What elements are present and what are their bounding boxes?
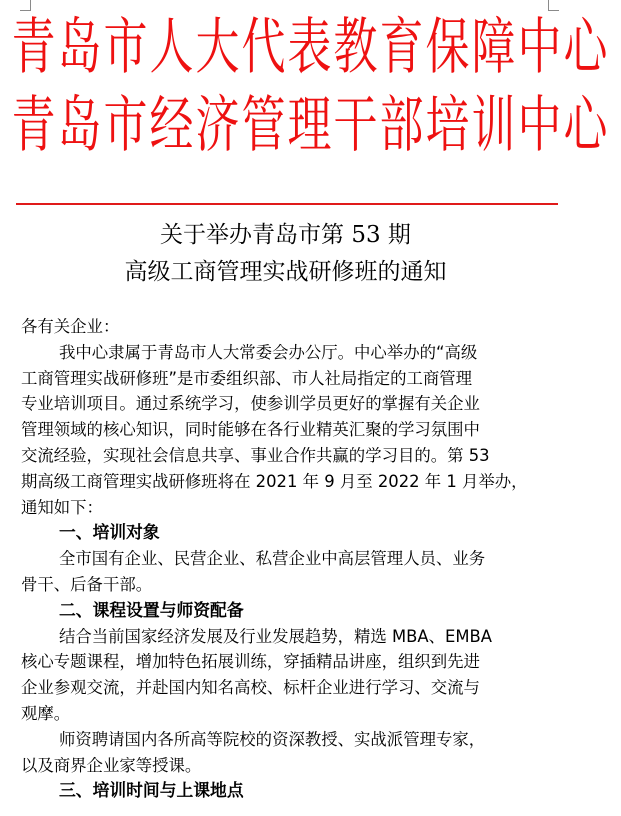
notice-title-line-1: 关于举办青岛市第 53 期 — [160, 222, 411, 248]
letterhead-red-rule — [16, 203, 558, 205]
notice-title-line-2: 高级工商管理实战研修班的通知 — [124, 259, 447, 285]
salutation: 各有关企业： — [21, 317, 120, 336]
section-heading-3: 三、培训时间与上课地点 — [59, 780, 244, 801]
page-corner-mark-right — [548, 0, 559, 11]
letterhead-line-2: 青岛市经济管理干部培训中心 — [11, 90, 610, 161]
notice-body — [21, 314, 566, 804]
intro-line: 管理领域的核心知识，同时能够在各行业精英汇聚的学习氛围中 — [21, 420, 480, 440]
section2-para2-line: 师资聘请国内各所高等院校的资深教授、实战派管理专家， — [59, 729, 486, 749]
section1-line: 全市国有企业、民营企业、私营企业中高层管理人员、业务 — [59, 549, 486, 569]
section-heading-1: 一、培训对象 — [59, 522, 160, 543]
letterhead-line-1: 青岛市人大代表教育保障中心 — [11, 12, 610, 83]
section2-para1-line: 观摩。 — [21, 703, 71, 723]
intro-line: 通知如下： — [21, 497, 103, 517]
section2-para1-line: 企业参观交流，并赴国内知名高校、标杆企业进行学习、交流与 — [21, 678, 480, 698]
intro-line: 我中心隶属于青岛市人大常委会办公厅。中心举办的“高级 — [59, 342, 478, 362]
intro-line: 期高级工商管理实战研修班将在 2021 年 9 月至 2022 年 1 月举办， — [21, 471, 528, 491]
intro-line: 工商管理实战研修班”是市委组织部、市人社局指定的工商管理 — [21, 368, 473, 388]
intro-line: 交流经验，实现社会信息共享、事业合作共赢的学习目的。第 53 — [21, 445, 490, 465]
section2-para1-line: 核心专题课程，增加特色拓展训练，穿插精品讲座，组织到先进 — [21, 652, 480, 672]
section2-para2-line: 以及商界企业家等授课。 — [21, 755, 202, 775]
intro-line: 专业培训项目。通过系统学习，使参训学员更好的掌握有关企业 — [21, 394, 480, 414]
section-heading-2: 二、课程设置与师资配备 — [59, 599, 244, 620]
section2-para1-line: 结合当前国家经济发展及行业发展趋势，精选 MBA、EMBA — [59, 626, 492, 646]
section1-line: 骨干、后备干部。 — [21, 574, 153, 594]
page-corner-mark-left — [20, 0, 31, 11]
